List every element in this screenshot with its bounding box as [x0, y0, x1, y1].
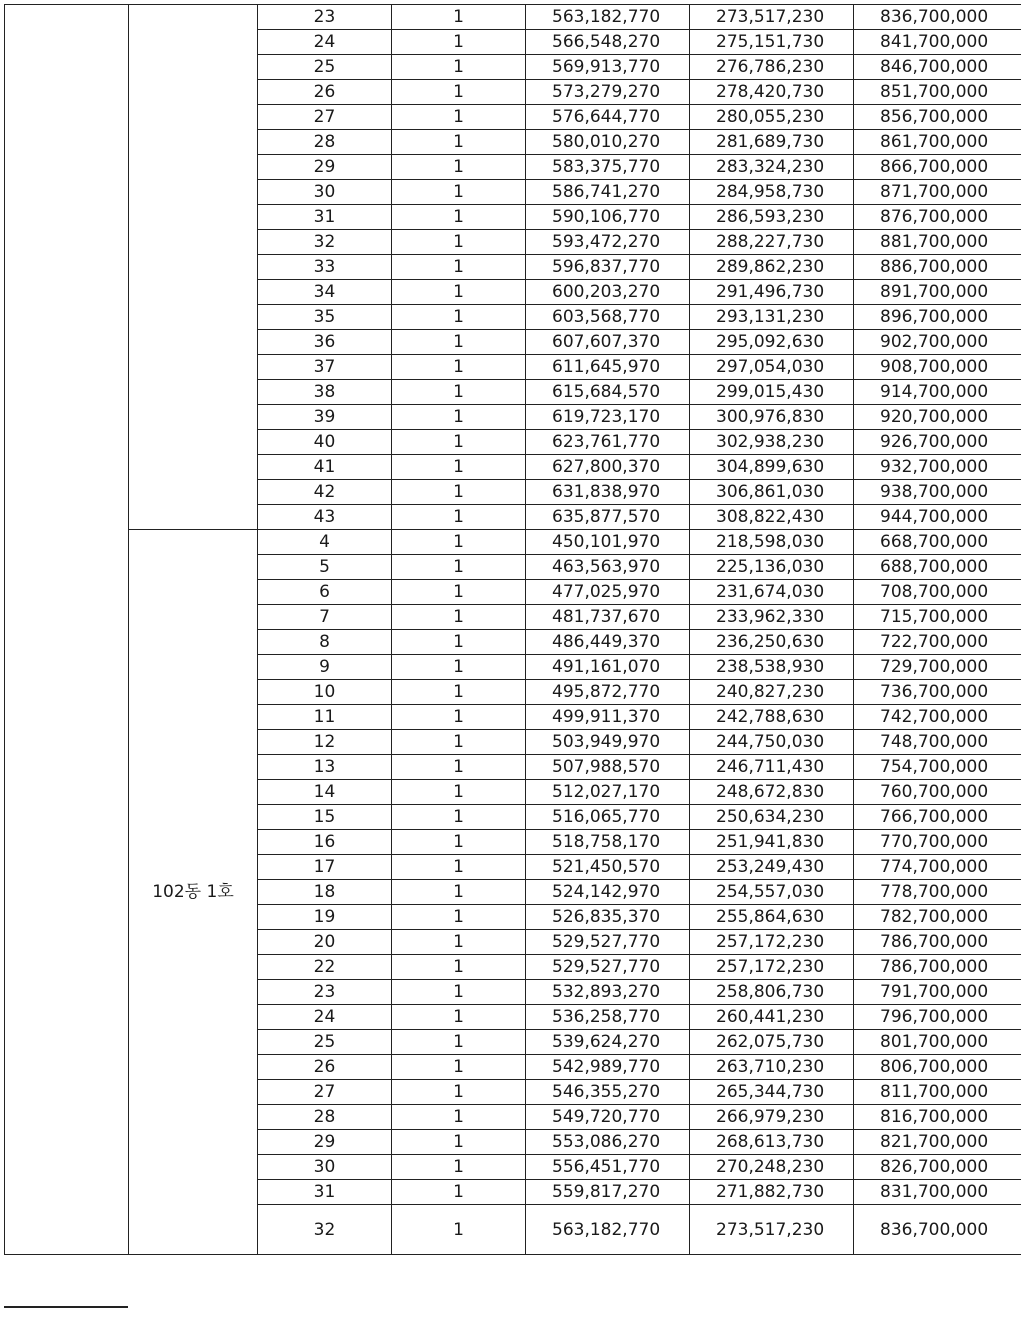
floor-cell: 23: [258, 5, 392, 30]
floor-cell: 12: [258, 730, 392, 755]
amount-b-cell: 300,976,830: [690, 405, 854, 430]
amount-a-cell: 512,027,170: [526, 780, 690, 805]
unit-count-cell: 1: [392, 280, 526, 305]
unit-count-cell: 1: [392, 1180, 526, 1205]
floor-cell: 41: [258, 455, 392, 480]
section_a-label: [129, 5, 258, 530]
amount-a-cell: 631,838,970: [526, 480, 690, 505]
amount-b-cell: 238,538,930: [690, 655, 854, 680]
floor-cell: 42: [258, 480, 392, 505]
amount-a-cell: 529,527,770: [526, 955, 690, 980]
floor-cell: 4: [258, 530, 392, 555]
amount-a-cell: 563,182,770: [526, 5, 690, 30]
amount-a-cell: 619,723,170: [526, 405, 690, 430]
total-amount-cell: 902,700,000: [854, 330, 1021, 355]
unit-count-cell: 1: [392, 680, 526, 705]
amount-b-cell: 299,015,430: [690, 380, 854, 405]
amount-b-cell: 278,420,730: [690, 80, 854, 105]
unit-count-cell: 1: [392, 155, 526, 180]
floor-cell: 27: [258, 105, 392, 130]
unit-count-cell: 1: [392, 430, 526, 455]
amount-a-cell: 573,279,270: [526, 80, 690, 105]
amount-b-cell: 257,172,230: [690, 955, 854, 980]
total-amount-cell: 766,700,000: [854, 805, 1021, 830]
amount-b-cell: 250,634,230: [690, 805, 854, 830]
total-amount-cell: 821,700,000: [854, 1130, 1021, 1155]
unit-count-cell: 1: [392, 530, 526, 555]
amount-a-cell: 463,563,970: [526, 555, 690, 580]
floor-cell: 26: [258, 1055, 392, 1080]
total-amount-cell: 708,700,000: [854, 580, 1021, 605]
price-table: [4, 4, 1021, 1255]
total-amount-cell: 926,700,000: [854, 430, 1021, 455]
unit-count-cell: 1: [392, 730, 526, 755]
unit-count-cell: 1: [392, 555, 526, 580]
unit-count-cell: 1: [392, 1105, 526, 1130]
amount-b-cell: 263,710,230: [690, 1055, 854, 1080]
total-amount-cell: 944,700,000: [854, 505, 1021, 530]
total-amount-cell: 668,700,000: [854, 530, 1021, 555]
amount-a-cell: 576,644,770: [526, 105, 690, 130]
unit-count-cell: 1: [392, 830, 526, 855]
amount-b-cell: 244,750,030: [690, 730, 854, 755]
amount-a-cell: 499,911,370: [526, 705, 690, 730]
total-amount-cell: 861,700,000: [854, 130, 1021, 155]
floor-cell: 11: [258, 705, 392, 730]
total-amount-cell: 722,700,000: [854, 630, 1021, 655]
total-amount-cell: 742,700,000: [854, 705, 1021, 730]
amount-b-cell: 268,613,730: [690, 1130, 854, 1155]
total-amount-cell: 801,700,000: [854, 1030, 1021, 1055]
amount-b-cell: 262,075,730: [690, 1030, 854, 1055]
total-amount-cell: 806,700,000: [854, 1055, 1021, 1080]
amount-b-cell: 293,131,230: [690, 305, 854, 330]
floor-cell: 25: [258, 1030, 392, 1055]
unit-count-cell: 1: [392, 605, 526, 630]
total-amount-cell: 770,700,000: [854, 830, 1021, 855]
amount-a-cell: 580,010,270: [526, 130, 690, 155]
floor-cell: 29: [258, 1130, 392, 1155]
floor-cell: 19: [258, 905, 392, 930]
floor-cell: 14: [258, 780, 392, 805]
total-amount-cell: 896,700,000: [854, 305, 1021, 330]
amount-b-cell: 308,822,430: [690, 505, 854, 530]
floor-cell: 16: [258, 830, 392, 855]
unit-count-cell: 1: [392, 930, 526, 955]
amount-b-cell: 257,172,230: [690, 930, 854, 955]
amount-b-cell: 248,672,830: [690, 780, 854, 805]
floor-cell: 35: [258, 305, 392, 330]
total-amount-cell: 856,700,000: [854, 105, 1021, 130]
amount-a-cell: 590,106,770: [526, 205, 690, 230]
amount-b-cell: 306,861,030: [690, 480, 854, 505]
floor-cell: 13: [258, 755, 392, 780]
amount-a-cell: 524,142,970: [526, 880, 690, 905]
amount-a-cell: 627,800,370: [526, 455, 690, 480]
total-amount-cell: 796,700,000: [854, 1005, 1021, 1030]
amount-b-cell: 236,250,630: [690, 630, 854, 655]
unit-count-cell: 1: [392, 80, 526, 105]
amount-b-cell: 281,689,730: [690, 130, 854, 155]
amount-b-cell: 258,806,730: [690, 980, 854, 1005]
amount-a-cell: 491,161,070: [526, 655, 690, 680]
amount-b-cell: 297,054,030: [690, 355, 854, 380]
total-amount-cell: 831,700,000: [854, 1180, 1021, 1205]
unit-count-cell: 1: [392, 805, 526, 830]
floor-cell: 28: [258, 1105, 392, 1130]
amount-b-cell: 302,938,230: [690, 430, 854, 455]
total-amount-cell: 876,700,000: [854, 205, 1021, 230]
amount-b-cell: 273,517,230: [690, 1205, 854, 1255]
unit-count-cell: 1: [392, 355, 526, 380]
amount-b-cell: 240,827,230: [690, 680, 854, 705]
amount-a-cell: 623,761,770: [526, 430, 690, 455]
amount-b-cell: 271,882,730: [690, 1180, 854, 1205]
unit-count-cell: 1: [392, 55, 526, 80]
amount-b-cell: 275,151,730: [690, 30, 854, 55]
unit-count-cell: 1: [392, 330, 526, 355]
total-amount-cell: 786,700,000: [854, 930, 1021, 955]
amount-b-cell: 284,958,730: [690, 180, 854, 205]
amount-b-cell: 291,496,730: [690, 280, 854, 305]
amount-b-cell: 254,557,030: [690, 880, 854, 905]
unit-count-cell: 1: [392, 630, 526, 655]
amount-a-cell: 526,835,370: [526, 905, 690, 930]
amount-b-cell: 304,899,630: [690, 455, 854, 480]
floor-cell: 43: [258, 505, 392, 530]
unit-count-cell: 1: [392, 5, 526, 30]
total-amount-cell: 881,700,000: [854, 230, 1021, 255]
unit-count-cell: 1: [392, 105, 526, 130]
unit-count-cell: 1: [392, 980, 526, 1005]
floor-cell: 23: [258, 980, 392, 1005]
unit-count-cell: 1: [392, 455, 526, 480]
floor-cell: 32: [258, 1205, 392, 1255]
unit-count-cell: 1: [392, 755, 526, 780]
unit-count-cell: 1: [392, 505, 526, 530]
amount-b-cell: 242,788,630: [690, 705, 854, 730]
amount-a-cell: 450,101,970: [526, 530, 690, 555]
unit-count-cell: 1: [392, 655, 526, 680]
floor-cell: 7: [258, 605, 392, 630]
blank-column-cell: [5, 5, 129, 1255]
amount-a-cell: 559,817,270: [526, 1180, 690, 1205]
amount-a-cell: 600,203,270: [526, 280, 690, 305]
amount-b-cell: 273,517,230: [690, 5, 854, 30]
unit-count-cell: 1: [392, 230, 526, 255]
floor-cell: 15: [258, 805, 392, 830]
amount-b-cell: 255,864,630: [690, 905, 854, 930]
amount-a-cell: 603,568,770: [526, 305, 690, 330]
floor-cell: 17: [258, 855, 392, 880]
total-amount-cell: 715,700,000: [854, 605, 1021, 630]
amount-b-cell: 286,593,230: [690, 205, 854, 230]
table-bottom-rule: [4, 1306, 128, 1308]
amount-a-cell: 507,988,570: [526, 755, 690, 780]
amount-a-cell: 503,949,970: [526, 730, 690, 755]
amount-b-cell: 231,674,030: [690, 580, 854, 605]
unit-count-cell: 1: [392, 1055, 526, 1080]
amount-a-cell: 563,182,770: [526, 1205, 690, 1255]
total-amount-cell: 791,700,000: [854, 980, 1021, 1005]
total-amount-cell: 871,700,000: [854, 180, 1021, 205]
floor-cell: 30: [258, 1155, 392, 1180]
unit-count-cell: 1: [392, 780, 526, 805]
unit-count-cell: 1: [392, 405, 526, 430]
total-amount-cell: 841,700,000: [854, 30, 1021, 55]
amount-b-cell: 246,711,430: [690, 755, 854, 780]
floor-cell: 24: [258, 1005, 392, 1030]
amount-a-cell: 569,913,770: [526, 55, 690, 80]
amount-a-cell: 607,607,370: [526, 330, 690, 355]
amount-a-cell: 518,758,170: [526, 830, 690, 855]
amount-a-cell: 586,741,270: [526, 180, 690, 205]
unit-count-cell: 1: [392, 1155, 526, 1180]
total-amount-cell: 778,700,000: [854, 880, 1021, 905]
amount-a-cell: 521,450,570: [526, 855, 690, 880]
total-amount-cell: 760,700,000: [854, 780, 1021, 805]
floor-cell: 5: [258, 555, 392, 580]
amount-a-cell: 615,684,570: [526, 380, 690, 405]
total-amount-cell: 938,700,000: [854, 480, 1021, 505]
amount-a-cell: 553,086,270: [526, 1130, 690, 1155]
amount-a-cell: 486,449,370: [526, 630, 690, 655]
total-amount-cell: 754,700,000: [854, 755, 1021, 780]
floor-cell: 22: [258, 955, 392, 980]
unit-count-cell: 1: [392, 305, 526, 330]
floor-cell: 37: [258, 355, 392, 380]
unit-count-cell: 1: [392, 30, 526, 55]
floor-cell: 29: [258, 155, 392, 180]
unit-count-cell: 1: [392, 380, 526, 405]
amount-a-cell: 611,645,970: [526, 355, 690, 380]
total-amount-cell: 748,700,000: [854, 730, 1021, 755]
amount-a-cell: 596,837,770: [526, 255, 690, 280]
unit-count-cell: 1: [392, 1080, 526, 1105]
amount-a-cell: 477,025,970: [526, 580, 690, 605]
amount-b-cell: 266,979,230: [690, 1105, 854, 1130]
total-amount-cell: 688,700,000: [854, 555, 1021, 580]
floor-cell: 20: [258, 930, 392, 955]
total-amount-cell: 886,700,000: [854, 255, 1021, 280]
amount-b-cell: 276,786,230: [690, 55, 854, 80]
floor-cell: 36: [258, 330, 392, 355]
floor-cell: 38: [258, 380, 392, 405]
section_b-label: 102동 1호: [129, 530, 258, 1255]
amount-a-cell: 635,877,570: [526, 505, 690, 530]
total-amount-cell: 826,700,000: [854, 1155, 1021, 1180]
unit-count-cell: 1: [392, 580, 526, 605]
total-amount-cell: 932,700,000: [854, 455, 1021, 480]
table-row: [5, 530, 1021, 555]
floor-cell: 25: [258, 55, 392, 80]
total-amount-cell: 851,700,000: [854, 80, 1021, 105]
total-amount-cell: 786,700,000: [854, 955, 1021, 980]
total-amount-cell: 811,700,000: [854, 1080, 1021, 1105]
unit-count-cell: 1: [392, 1005, 526, 1030]
unit-count-cell: 1: [392, 1205, 526, 1255]
unit-count-cell: 1: [392, 205, 526, 230]
amount-a-cell: 566,548,270: [526, 30, 690, 55]
total-amount-cell: 816,700,000: [854, 1105, 1021, 1130]
amount-b-cell: 251,941,830: [690, 830, 854, 855]
amount-b-cell: 270,248,230: [690, 1155, 854, 1180]
floor-cell: 9: [258, 655, 392, 680]
total-amount-cell: 836,700,000: [854, 1205, 1021, 1255]
amount-a-cell: 536,258,770: [526, 1005, 690, 1030]
floor-cell: 39: [258, 405, 392, 430]
unit-count-cell: 1: [392, 1130, 526, 1155]
amount-a-cell: 542,989,770: [526, 1055, 690, 1080]
unit-count-cell: 1: [392, 955, 526, 980]
unit-count-cell: 1: [392, 705, 526, 730]
amount-a-cell: 529,527,770: [526, 930, 690, 955]
amount-b-cell: 233,962,330: [690, 605, 854, 630]
unit-count-cell: 1: [392, 130, 526, 155]
floor-cell: 27: [258, 1080, 392, 1105]
amount-b-cell: 260,441,230: [690, 1005, 854, 1030]
amount-b-cell: 280,055,230: [690, 105, 854, 130]
amount-b-cell: 288,227,730: [690, 230, 854, 255]
amount-a-cell: 556,451,770: [526, 1155, 690, 1180]
table-row: [5, 5, 1021, 30]
floor-cell: 30: [258, 180, 392, 205]
floor-cell: 28: [258, 130, 392, 155]
unit-count-cell: 1: [392, 180, 526, 205]
table-body: [5, 5, 1021, 1255]
total-amount-cell: 914,700,000: [854, 380, 1021, 405]
amount-a-cell: 583,375,770: [526, 155, 690, 180]
floor-cell: 18: [258, 880, 392, 905]
total-amount-cell: 836,700,000: [854, 5, 1021, 30]
floor-cell: 26: [258, 80, 392, 105]
amount-a-cell: 546,355,270: [526, 1080, 690, 1105]
unit-count-cell: 1: [392, 855, 526, 880]
amount-a-cell: 516,065,770: [526, 805, 690, 830]
unit-count-cell: 1: [392, 255, 526, 280]
amount-b-cell: 225,136,030: [690, 555, 854, 580]
amount-b-cell: 265,344,730: [690, 1080, 854, 1105]
total-amount-cell: 908,700,000: [854, 355, 1021, 380]
amount-a-cell: 481,737,670: [526, 605, 690, 630]
total-amount-cell: 774,700,000: [854, 855, 1021, 880]
floor-cell: 31: [258, 1180, 392, 1205]
floor-cell: 10: [258, 680, 392, 705]
amount-b-cell: 218,598,030: [690, 530, 854, 555]
total-amount-cell: 729,700,000: [854, 655, 1021, 680]
floor-cell: 6: [258, 580, 392, 605]
floor-cell: 33: [258, 255, 392, 280]
total-amount-cell: 920,700,000: [854, 405, 1021, 430]
total-amount-cell: 866,700,000: [854, 155, 1021, 180]
unit-count-cell: 1: [392, 880, 526, 905]
floor-cell: 40: [258, 430, 392, 455]
floor-cell: 24: [258, 30, 392, 55]
total-amount-cell: 736,700,000: [854, 680, 1021, 705]
amount-a-cell: 532,893,270: [526, 980, 690, 1005]
amount-a-cell: 593,472,270: [526, 230, 690, 255]
amount-b-cell: 253,249,430: [690, 855, 854, 880]
amount-a-cell: 549,720,770: [526, 1105, 690, 1130]
total-amount-cell: 782,700,000: [854, 905, 1021, 930]
total-amount-cell: 891,700,000: [854, 280, 1021, 305]
unit-count-cell: 1: [392, 480, 526, 505]
amount-b-cell: 289,862,230: [690, 255, 854, 280]
total-amount-cell: 846,700,000: [854, 55, 1021, 80]
amount-b-cell: 283,324,230: [690, 155, 854, 180]
floor-cell: 31: [258, 205, 392, 230]
unit-count-cell: 1: [392, 905, 526, 930]
amount-a-cell: 539,624,270: [526, 1030, 690, 1055]
amount-b-cell: 295,092,630: [690, 330, 854, 355]
floor-cell: 32: [258, 230, 392, 255]
floor-cell: 8: [258, 630, 392, 655]
unit-count-cell: 1: [392, 1030, 526, 1055]
floor-cell: 34: [258, 280, 392, 305]
amount-a-cell: 495,872,770: [526, 680, 690, 705]
